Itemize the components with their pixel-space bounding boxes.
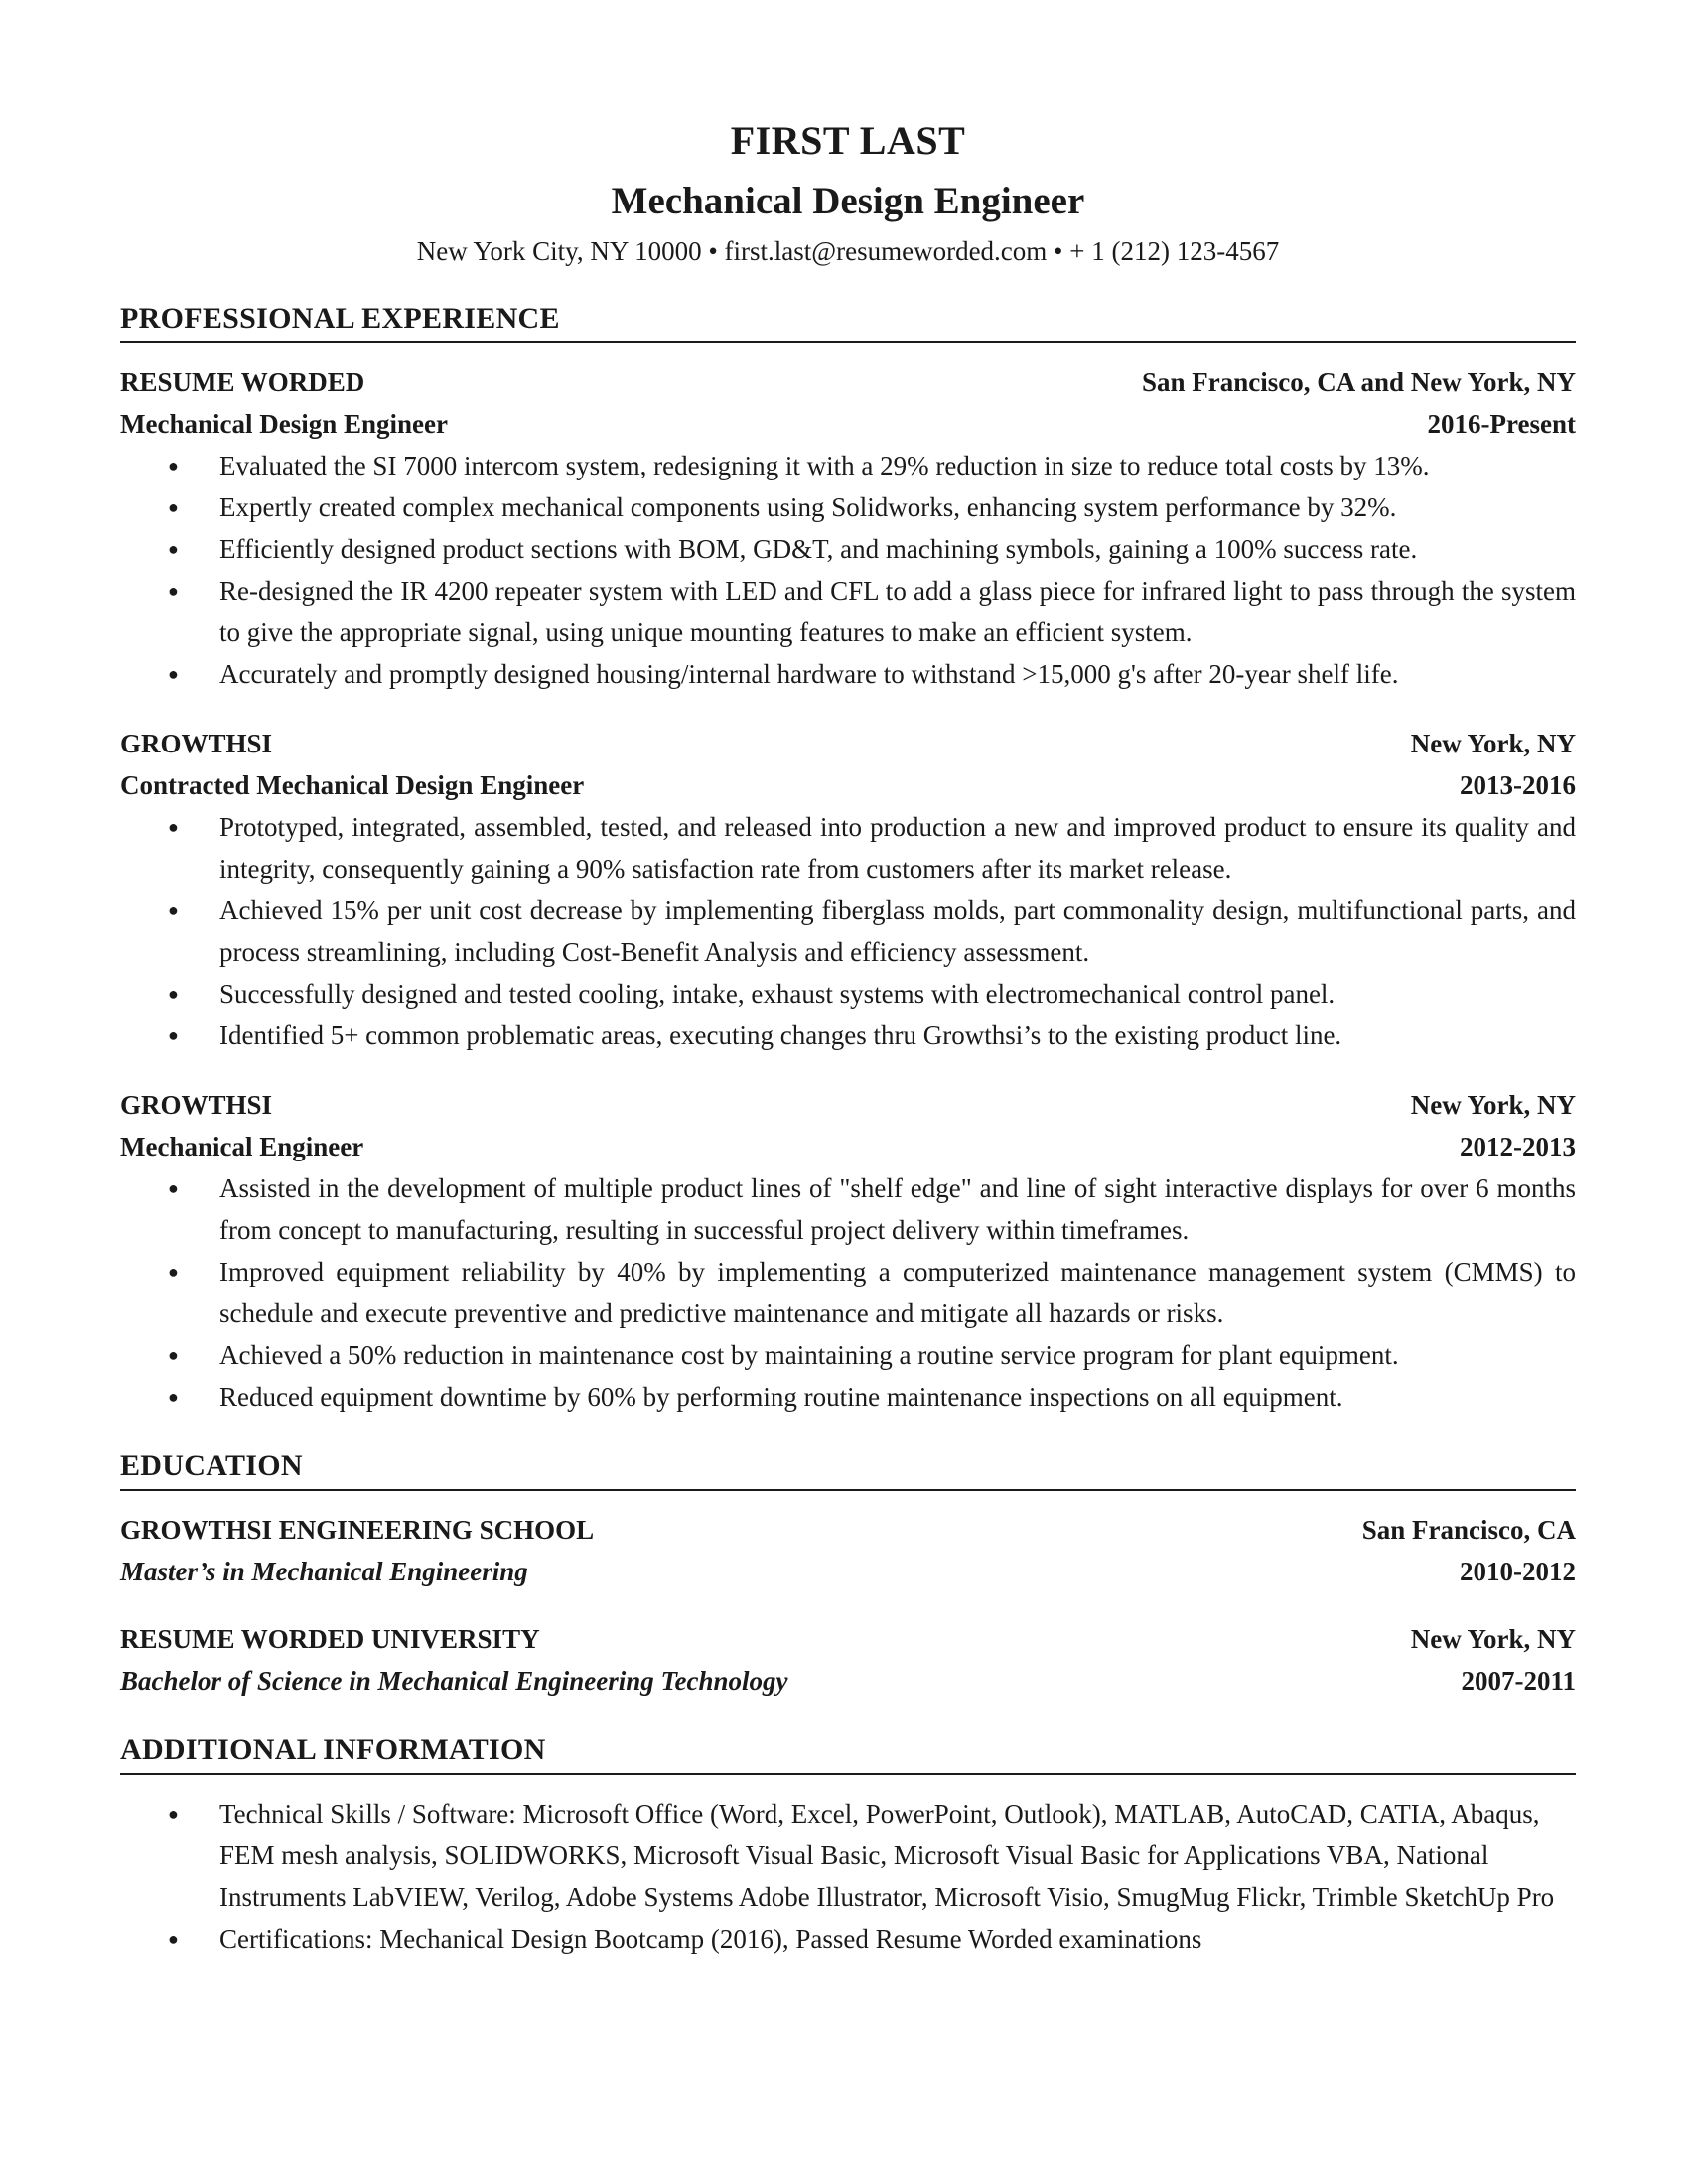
job-entry (120, 1084, 1576, 1418)
job-header-row (120, 1084, 1576, 1126)
job-entry (120, 723, 1576, 1056)
company-name: GROWTHSI (120, 729, 273, 758)
bullet-item: ● Prototyped, integrated, assembled, tested, and released into production a new and improved product to ensure its quality and integrity, consequently gaining a 90% satisfaction rate from customers after its market release. (120, 806, 1576, 889)
candidate-title: Mechanical Design Engineer (611, 180, 1085, 222)
school-header-row (120, 1509, 1576, 1551)
candidate-name: FIRST LAST (730, 118, 966, 163)
job-location: New York, NY (1410, 729, 1576, 758)
company-name: GROWTHSI (120, 1090, 273, 1120)
section-heading-education: EDUCATION (120, 1445, 1576, 1491)
school-name: RESUME WORDED UNIVERSITY (120, 1624, 540, 1654)
bullet-item: ● Improved equipment reliability by 40% by implementing a computerized maintenance management system (CMMS) to schedule and execute preventive and predictive maintenance and mitigate all hazards or risks. (120, 1251, 1576, 1334)
bullet-item: ● Re-designed the IR 4200 repeater system with LED and CFL to add a glass piece for infrared light to pass through the system to give the appropriate signal, using unique mounting features to make an efficient system. (120, 570, 1576, 653)
job-role: Contracted Mechanical Design Engineer (120, 770, 585, 800)
school-entry (120, 1618, 1576, 1702)
job-location: San Francisco, CA and New York, NY (1141, 367, 1576, 397)
job-role-row (120, 1126, 1576, 1167)
contact-line: New York City, NY 10000 • first.last@resumeworded.com • + 1 (212) 123-4567 (416, 236, 1280, 266)
bullet-item: ● Certifications: Mechanical Design Bootcamp (2016), Passed Resume Worded examinations (120, 1918, 1576, 1960)
job-role: Mechanical Design Engineer (120, 409, 448, 439)
bullet-item: ● Assisted in the development of multiple product lines of "shelf edge" and line of sight interactive displays for over 6 months from concept to manufacturing, resulting in successful project delivery within timeframes. (120, 1167, 1576, 1251)
degree-row (120, 1660, 1576, 1702)
bullet-item: ● Reduced equipment downtime by 60% by performing routine maintenance inspections on all equipment. (120, 1376, 1576, 1418)
school-name: GROWTHSI ENGINEERING SCHOOL (120, 1515, 595, 1545)
bullet-item: ● Evaluated the SI 7000 intercom system, redesigning it with a 29% reduction in size to reduce total costs by 13%. (120, 445, 1576, 486)
job-dates: 2012-2013 (1460, 1132, 1576, 1161)
job-role-row (120, 764, 1576, 806)
bullet-item: ● Accurately and promptly designed housing/internal hardware to withstand >15,000 g's after 20-year shelf life. (120, 653, 1576, 695)
education-section (120, 1445, 1576, 1702)
job-bullets (120, 1167, 1576, 1418)
job-header-row (120, 723, 1576, 764)
job-location: New York, NY (1410, 1090, 1576, 1120)
job-dates: 2016-Present (1427, 409, 1576, 439)
degree-name: Master’s in Mechanical Engineering (120, 1557, 528, 1586)
bullet-item: ● Expertly created complex mechanical components using Solidworks, enhancing system performance by 32%. (120, 486, 1576, 528)
school-location: San Francisco, CA (1361, 1515, 1576, 1545)
school-header-row (120, 1618, 1576, 1660)
bullet-item: ● Technical Skills / Software: Microsoft Office (Word, Excel, PowerPoint, Outlook), MATLAB, AutoCAD, CATIA, Abaqus, FEM mesh analysis, SOLIDWORKS, Microsoft Visual Basic, Microsoft Visual Basic for Applications VBA, National Instruments LabVIEW, Verilog, Adobe Systems Adobe Illustrator, Microsoft Visio, SmugMug Flickr, Trimble SketchUp Pro (120, 1793, 1576, 1918)
job-role-row (120, 403, 1576, 445)
resume-page (120, 117, 1576, 1960)
job-role: Mechanical Engineer (120, 1132, 364, 1161)
bullet-item: ● Efficiently designed product sections with BOM, GD&T, and machining symbols, gaining a 100% success rate. (120, 528, 1576, 570)
additional-section (120, 1729, 1576, 1960)
additional-bullets (120, 1793, 1576, 1960)
job-entry (120, 361, 1576, 695)
school-entry (120, 1509, 1576, 1592)
section-heading-experience: PROFESSIONAL EXPERIENCE (120, 298, 1576, 343)
bullet-item: ● Achieved 15% per unit cost decrease by implementing fiberglass molds, part commonality design, multifunctional parts, and process streamlining, including Cost-Benefit Analysis and efficiency assessment. (120, 889, 1576, 973)
bullet-item: ● Identified 5+ common problematic areas, executing changes thru Growthsi’s to the existing product line. (120, 1015, 1576, 1056)
school-location: New York, NY (1410, 1624, 1576, 1654)
job-dates: 2013-2016 (1460, 770, 1576, 800)
job-bullets (120, 445, 1576, 695)
bullet-item: ● Successfully designed and tested cooling, intake, exhaust systems with electromechanical control panel. (120, 973, 1576, 1015)
degree-name: Bachelor of Science in Mechanical Engineering Technology (120, 1666, 788, 1696)
bullet-item: ● Achieved a 50% reduction in maintenance cost by maintaining a routine service program for plant equipment. (120, 1334, 1576, 1376)
job-bullets (120, 806, 1576, 1056)
section-heading-additional: ADDITIONAL INFORMATION (120, 1729, 1576, 1775)
company-name: RESUME WORDED (120, 367, 365, 397)
resume-header (120, 117, 1576, 270)
experience-section (120, 298, 1576, 1418)
job-header-row (120, 361, 1576, 403)
degree-row (120, 1551, 1576, 1592)
degree-dates: 2007-2011 (1461, 1666, 1576, 1696)
degree-dates: 2010-2012 (1460, 1557, 1576, 1586)
